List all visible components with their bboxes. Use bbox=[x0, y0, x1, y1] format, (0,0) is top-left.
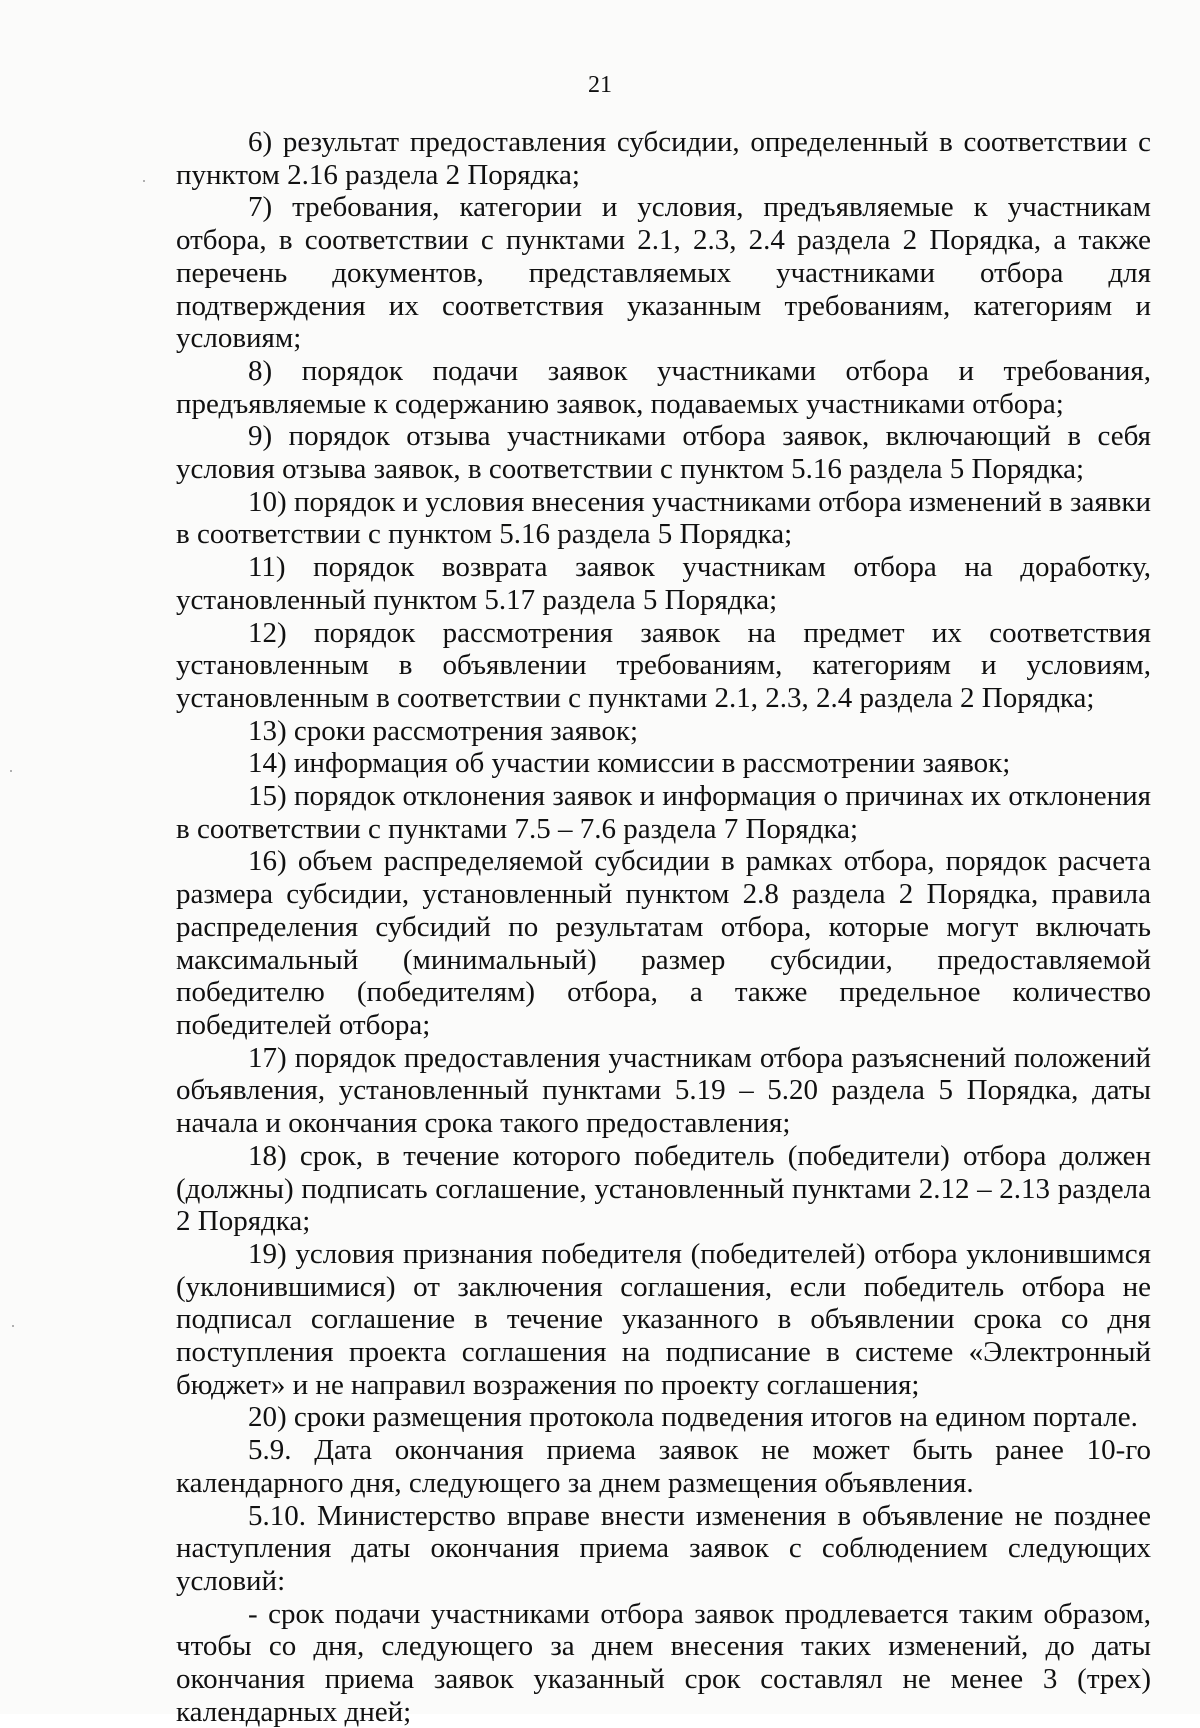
paragraph-section-5-10: 5.10. Министерство вправе внести изменения в объявление не позднее наступления даты окончания приема заявок с соблюдением следующих условий: bbox=[176, 1499, 1151, 1597]
document-body bbox=[176, 126, 1151, 1728]
paragraph-item-17: 17) порядок предоставления участникам отбора разъяснений положений объявления, установленный пунктами 5.19 – 5.20 раздела 5 Порядка, даты начала и окончания срока такого предоставления; bbox=[176, 1041, 1151, 1140]
scan-speck bbox=[143, 180, 145, 182]
paragraph-item-20: 20) сроки размещения протокола подведения итогов на едином портале. bbox=[248, 1401, 1138, 1434]
paragraph-item-12: 12) порядок рассмотрения заявок на предмет их соответствия установленным в объявлении требованиям, категориям и условиям, установленным в соответствии с пунктами 2.1, 2.3, 2.4 раздела 2 Порядка; bbox=[176, 616, 1151, 714]
paragraph-item-7: 7) требования, категории и условия, предъявляемые к участникам отбора, в соответствии с пунктами 2.1, 2.3, 2.4 раздела 2 Порядка, а также перечень документов, представляемых участниками отбора для подтверждения их соответствия указанным требованиям, категориям и условиям; bbox=[176, 191, 1151, 355]
paragraph-item-14: 14) информация об участии комиссии в рассмотрении заявок; bbox=[248, 747, 1011, 780]
paragraph-item-15: 15) порядок отклонения заявок и информация о причинах их отклонения в соответствии с пунктами 7.5 – 7.6 раздела 7 Порядка; bbox=[176, 780, 1151, 845]
paragraph-item-10: 10) порядок и условия внесения участниками отбора изменений в заявки в соответствии с пунктом 5.16 раздела 5 Порядка; bbox=[176, 485, 1151, 551]
paragraph-item-13: 13) сроки рассмотрения заявок; bbox=[248, 714, 639, 747]
scan-speck bbox=[10, 770, 12, 772]
page-number: 21 bbox=[588, 72, 612, 98]
paragraph-item-16: 16) объем распределяемой субсидии в рамках отбора, порядок расчета размера субсидии, установленный пунктом 2.8 раздела 2 Порядка, правила распределения субсидий по результатам отбора, которые могут включать максимальный (минимальный) размер субсидии, предоставляемой победителю (победителям) отбора, а также предельное количество победителей отбора; bbox=[176, 845, 1151, 1041]
paragraph-item-19: 19) условия признания победителя (победителей) отбора уклонившимся (уклонившимися) от заключения соглашения, если победитель отбора не подписал соглашение в течение указанного в объявлении срока со дня поступления проекта соглашения на подписание в системе «Электронный бюджет» и не направил возражения по проекту соглашения; bbox=[176, 1237, 1151, 1401]
paragraph-item-9: 9) порядок отзыва участниками отбора заявок, включающий в себя условия отзыва заявок, в соответствии с пунктом 5.16 раздела 5 Порядка; bbox=[176, 420, 1151, 486]
paragraph-item-18: 18) срок, в течение которого победитель (победители) отбора должен (должны) подписать соглашение, установленный пунктами 2.12 – 2.13 раздела 2 Порядка; bbox=[176, 1139, 1151, 1238]
scan-speck bbox=[12, 1325, 14, 1327]
paragraph-section-5-9: 5.9. Дата окончания приема заявок не может быть ранее 10-го календарного дня, следующего за днем размещения объявления. bbox=[176, 1434, 1151, 1499]
paragraph-item-6: 6) результат предоставления субсидии, определенный в соответствии с пунктом 2.16 раздела 2 Порядка; bbox=[176, 126, 1151, 191]
paragraph-item-8: 8) порядок подачи заявок участниками отбора и требования, предъявляемые к содержанию заявок, подаваемых участниками отбора; bbox=[176, 354, 1151, 420]
paragraph-condition-bullet: - срок подачи участниками отбора заявок продлевается таким образом, чтобы со дня, следующего за днем внесения таких изменений, до даты окончания приема заявок указанный срок составлял не менее 3 (трех) календарных дней; bbox=[176, 1597, 1151, 1728]
paragraph-item-11: 11) порядок возврата заявок участникам отбора на доработку, установленный пунктом 5.17 раздела 5 Порядка; bbox=[176, 551, 1151, 616]
